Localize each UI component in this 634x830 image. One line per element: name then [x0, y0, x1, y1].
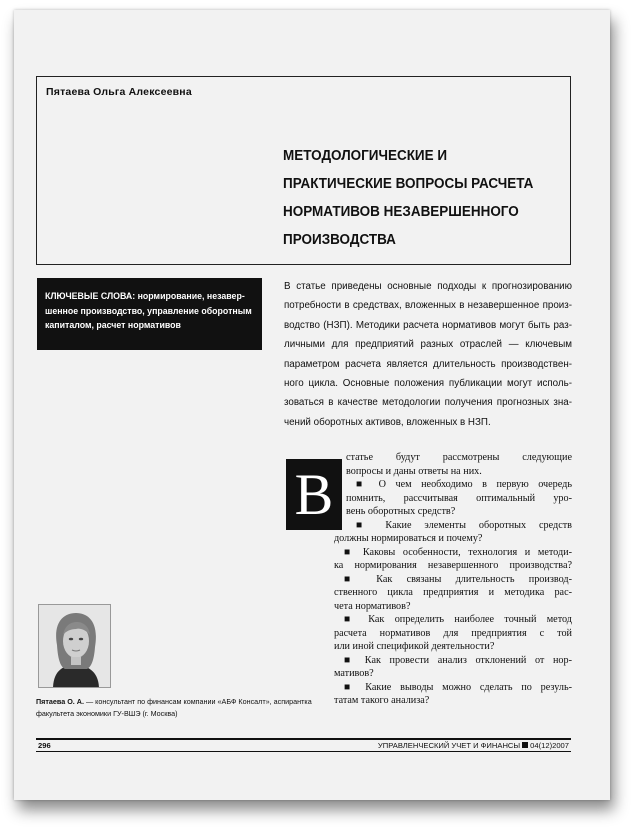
body-line: расчета нормативов для предприятия с той	[334, 627, 572, 639]
title-line: ПРАКТИЧЕСКИЕ ВОПРОСЫ РАСЧЕТА	[283, 176, 534, 192]
abstract	[284, 277, 572, 432]
journal-issue: 04(12)2007	[530, 741, 569, 750]
bio-name: Пятаева О. А.	[36, 697, 84, 706]
body-line: ■ Какие элементы оборотных средств	[356, 519, 572, 531]
body-line: татам такого анализа?	[334, 695, 430, 706]
body-line: ■ Какие выводы можно сделать по резуль-	[344, 681, 572, 693]
article-title	[283, 142, 543, 254]
body-line: помнить, рассчитывая оптимальный уро-	[346, 492, 572, 504]
keywords-box	[37, 278, 262, 350]
author-bio	[36, 696, 336, 720]
title-line: НОРМАТИВОВ НЕЗАВЕРШЕННОГО	[283, 204, 519, 220]
title-line: ПРОИЗВОДСТВА	[283, 232, 396, 248]
author-portrait-image	[39, 605, 111, 688]
abstract-line: параметром расчета является длительность производствен-	[284, 358, 572, 370]
body-line: ка нормирования незавершенного производства?	[334, 560, 572, 571]
body-line: вопросы и даны ответы на них.	[346, 465, 482, 477]
page-number: 296	[38, 741, 51, 750]
keywords-line: шенное производство, управление оборотным	[45, 305, 252, 316]
abstract-line: ного цикла. Основные положения публикации могут исполь-	[284, 378, 572, 390]
body-line: статье будут рассмотрены следующие	[346, 452, 572, 463]
body-line: ■ Как связаны длительность производ-	[344, 573, 572, 585]
journal-name: УПРАВЛЕНЧЕСКИЙ УЧЕТ И ФИНАНСЫ	[377, 741, 521, 750]
author-photo	[38, 604, 111, 688]
abstract-line: личными для предприятий разных отраслей — ключевым	[284, 339, 572, 351]
article-body	[334, 451, 572, 708]
drop-cap: В	[286, 459, 342, 530]
body-line: ■ Как определить наиболее точный метод	[344, 614, 572, 625]
page-footer	[36, 738, 571, 752]
keywords-label: КЛЮЧЕВЫЕ СЛОВА:	[45, 291, 136, 301]
body-line: ■ Как провести анализ отклонений от нор-	[344, 654, 572, 666]
keywords-line: нормирование, незавер-	[135, 291, 245, 301]
body-line: или иной спецификой деятельности?	[334, 641, 495, 652]
abstract-line: В статье приведены основные подходы к прогнозированию	[284, 281, 572, 292]
body-line: чета нормативов?	[334, 600, 411, 612]
keywords-line: капиталом, расчет нормативов	[45, 320, 181, 330]
body-line: ■ О чем необходимо в первую очередь	[356, 479, 572, 490]
journal-info	[378, 740, 569, 751]
author-name: Пятаева Ольга Алексеевна	[46, 86, 192, 98]
body-line: мативов?	[334, 668, 374, 679]
abstract-line: зоваться в качестве методологии получения прогнозных зна-	[284, 397, 572, 409]
square-bullet-icon	[522, 742, 528, 748]
abstract-line: чений оборотных активов, вложенных в НЗП.	[284, 416, 491, 428]
body-line: должны нормироваться и почему?	[334, 533, 483, 544]
body-line: вень оборотных средств?	[346, 506, 456, 517]
bio-text: — консультант по финансам компании «АБФ Консалт», аспирантка	[83, 697, 312, 706]
bio-text: факультета экономики ГУ-ВШЭ (г. Москва)	[36, 709, 178, 718]
body-line: ственного цикла предприятия и методика рас-	[334, 587, 572, 598]
abstract-line: водство (НЗП). Методики расчета нормативов могут быть раз-	[284, 319, 572, 331]
body-line: ■ Каковы особенности, технология и методи-	[344, 546, 572, 558]
title-line: МЕТОДОЛОГИЧЕСКИЕ И	[283, 148, 448, 164]
abstract-line: потребности в средствах, вложенных в незавершенное произ-	[284, 300, 572, 312]
